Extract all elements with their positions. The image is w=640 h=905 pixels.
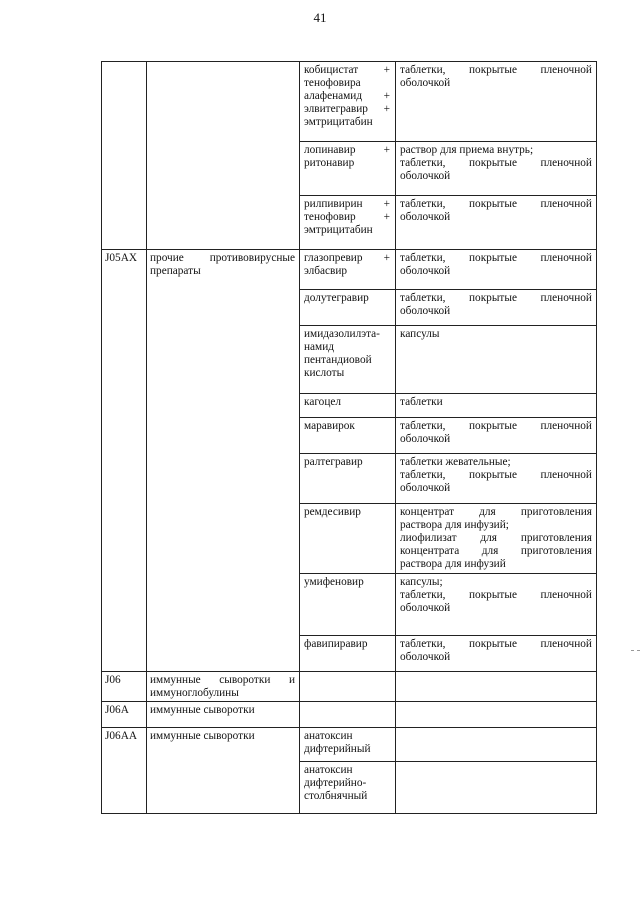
combination-plus: +: [383, 103, 390, 115]
dosage-form-line: [400, 469, 592, 482]
dosage-form-word: лиофилизат: [400, 532, 457, 544]
dosage-form-word: раствора для инфузий;: [400, 519, 509, 531]
drug-name: ритонавир: [304, 157, 355, 169]
atc-code-cell: [102, 728, 147, 814]
drug-name-line: [300, 64, 395, 77]
drug-name: эмтрицитабин: [304, 116, 373, 128]
drug-name: алафенамид: [304, 90, 363, 102]
dosage-form-word: оболочкой: [400, 170, 451, 182]
drug-name-line: [300, 367, 395, 380]
dosage-form-line: [400, 602, 592, 615]
dosage-form-word: капсулы;: [400, 576, 443, 588]
atc-code: J06A: [105, 704, 129, 716]
drug-name: элбасвир: [304, 265, 348, 277]
dosage-form-word: покрытые: [469, 198, 517, 210]
dosage-form-word: оболочкой: [400, 482, 451, 494]
dosage-form-word: пленочной: [540, 420, 592, 432]
margin-mark: [631, 650, 640, 652]
atc-code-cell: [102, 62, 147, 250]
drug-name-line: [300, 456, 395, 469]
dosage-form-word: оболочкой: [400, 77, 451, 89]
drug-name: намид: [304, 341, 335, 353]
dosage-form-word: покрытые: [469, 292, 517, 304]
drug-name: лопинавир: [304, 144, 356, 156]
drug-name-line: [300, 790, 395, 803]
dosage-form-word: покрытые: [469, 589, 517, 601]
drug-name-line: [300, 420, 395, 433]
dosage-form-cell: [396, 728, 597, 762]
dosage-form-word: таблетки: [400, 396, 443, 408]
dosage-form-word: концентрат: [400, 506, 455, 518]
drug-name-line: [300, 743, 395, 756]
atc-code-cell: [102, 672, 147, 702]
drug-name-line: [300, 116, 395, 129]
combination-plus: +: [383, 90, 390, 102]
dosage-form-line: [400, 170, 592, 183]
dosage-form-word: приготовления: [520, 545, 592, 557]
dosage-form-word: пленочной: [540, 198, 592, 210]
combination-plus: +: [383, 198, 390, 210]
dosage-form-word: покрытые: [469, 469, 517, 481]
dosage-form-cell: [396, 290, 597, 326]
anatomic-group: иммунные сыворотки: [150, 730, 255, 742]
dosage-form-line: [400, 519, 592, 532]
atc-code-cell: [102, 250, 147, 672]
dosage-form-line: [400, 157, 592, 170]
dosage-form-word: таблетки,: [400, 469, 446, 481]
page-number: 41: [313, 10, 327, 25]
dosage-form-word: таблетки,: [400, 198, 446, 210]
dosage-form-cell: [396, 672, 597, 702]
dosage-form-word: пленочной: [540, 589, 592, 601]
dosage-form-line: [400, 576, 592, 589]
dosage-form-cell: [396, 762, 597, 814]
drug-name: анатоксин: [304, 730, 353, 742]
drug-name-line: [300, 211, 395, 224]
drug-name: глазопревир: [304, 252, 363, 264]
anatomic-group-cell: [147, 62, 300, 250]
dosage-form-word: оболочкой: [400, 305, 451, 317]
dosage-form-word: для: [480, 532, 497, 544]
dosage-form-cell: [396, 142, 597, 196]
drug-name-cell: [300, 418, 396, 454]
anatomic-group: иммунные сыворотки и иммуноглобулины: [150, 674, 295, 699]
dosage-form-line: [400, 456, 592, 469]
drug-name: рилпивирин: [304, 198, 363, 210]
anatomic-group-cell: [147, 250, 300, 672]
drug-name: дифтерийный: [304, 743, 371, 755]
dosage-form-cell: [396, 454, 597, 504]
drug-name-cell: [300, 290, 396, 326]
dosage-form-word: оболочкой: [400, 602, 451, 614]
anatomic-group-cell: [147, 702, 300, 728]
dosage-form-line: [400, 589, 592, 602]
dosage-form-word: для: [481, 545, 499, 557]
dosage-form-line: [400, 265, 592, 278]
dosage-form-line: [400, 252, 592, 265]
atc-code: [102, 62, 146, 64]
drug-name: кагоцел: [304, 396, 342, 408]
drug-name-line: [300, 224, 395, 237]
table-row: [102, 728, 597, 762]
dosage-form-word: раствора для инфузий: [400, 558, 506, 570]
dosage-form-line: [400, 77, 592, 90]
combination-plus: +: [383, 64, 390, 76]
dosage-form-word: таблетки,: [400, 252, 446, 264]
dosage-form-word: капсулы: [400, 328, 440, 340]
drug-name-cell: [300, 394, 396, 418]
dosage-form-line: [400, 433, 592, 446]
drug-name-line: [300, 396, 395, 409]
medication-table: [101, 61, 597, 814]
dosage-form-cell: [396, 418, 597, 454]
atc-code: J06: [105, 674, 121, 686]
drug-name: тенофовир: [304, 211, 356, 223]
drug-name-line: [300, 764, 395, 777]
drug-name-line: [300, 730, 395, 743]
table-row: [102, 702, 597, 728]
drug-name-cell: [300, 142, 396, 196]
dosage-form-cell: [396, 62, 597, 142]
dosage-form-cell: [396, 574, 597, 636]
drug-name-cell: [300, 728, 396, 762]
dosage-form-line: [400, 638, 592, 651]
drug-name-line: [300, 292, 395, 305]
drug-name: маравирок: [304, 420, 355, 432]
anatomic-group: [147, 62, 299, 64]
drug-name-line: [300, 638, 395, 651]
drug-name-cell: [300, 326, 396, 394]
dosage-form-word: оболочкой: [400, 265, 451, 277]
dosage-form-word: таблетки,: [400, 292, 446, 304]
drug-name-cell: [300, 702, 396, 728]
dosage-form-word: приготовления: [520, 506, 592, 518]
dosage-form-word: приготовления: [520, 532, 592, 544]
dosage-form-word: оболочкой: [400, 433, 451, 445]
dosage-form-word: пленочной: [540, 64, 592, 76]
drug-name: долутегравир: [304, 292, 369, 304]
dosage-form-line: [400, 305, 592, 318]
drug-name: имидазолилэта-: [304, 328, 380, 340]
dosage-form-word: таблетки,: [400, 420, 446, 432]
drug-name: анатоксин: [304, 764, 353, 776]
drug-name: пентандиовой: [304, 354, 372, 366]
dosage-form-line: [400, 420, 592, 433]
drug-name-line: [300, 252, 395, 265]
drug-name-line: [300, 77, 395, 90]
drug-name: кислоты: [304, 367, 345, 379]
dosage-form-word: таблетки,: [400, 589, 446, 601]
dosage-form-word: покрытые: [469, 157, 517, 169]
dosage-form-line: [400, 482, 592, 495]
dosage-form-cell: [396, 326, 597, 394]
dosage-form-word: покрытые: [469, 638, 517, 650]
dosage-form-line: [400, 328, 592, 341]
dosage-form-cell: [396, 196, 597, 250]
table-row: [102, 672, 597, 702]
combination-plus: +: [383, 211, 390, 223]
drug-name-cell: [300, 672, 396, 702]
drug-name-line: [300, 354, 395, 367]
dosage-form-line: [400, 532, 592, 545]
drug-name: тенофовира: [304, 77, 361, 89]
drug-name-line: [300, 506, 395, 519]
dosage-form-word: таблетки,: [400, 638, 446, 650]
dosage-form-word: концентрата: [400, 545, 460, 557]
drug-name-cell: [300, 250, 396, 290]
drug-name-cell: [300, 762, 396, 814]
drug-name: фавипиравир: [304, 638, 368, 650]
dosage-form-word: оболочкой: [400, 651, 451, 663]
dosage-form-word: для: [479, 506, 496, 518]
drug-name: кобицистат: [304, 64, 359, 76]
dosage-form-cell: [396, 636, 597, 672]
table-row: [102, 62, 597, 142]
drug-name-line: [300, 103, 395, 116]
dosage-form-word: оболочкой: [400, 211, 451, 223]
dosage-form-line: [400, 198, 592, 211]
dosage-form-word: пленочной: [540, 638, 592, 650]
dosage-form-line: [400, 292, 592, 305]
atc-code: J05AX: [105, 252, 138, 264]
dosage-form-line: [400, 558, 592, 571]
dosage-form-word: пленочной: [540, 292, 592, 304]
dosage-form-word: таблетки,: [400, 64, 446, 76]
anatomic-group-cell: [147, 672, 300, 702]
drug-name-line: [300, 90, 395, 103]
table-row: [102, 250, 597, 290]
combination-plus: +: [383, 252, 390, 264]
drug-name: элвитегравир: [304, 103, 368, 115]
dosage-form-cell: [396, 504, 597, 574]
drug-name-cell: [300, 454, 396, 504]
dosage-form-word: пленочной: [540, 252, 592, 264]
drug-name-line: [300, 265, 395, 278]
drug-name: умифеновир: [304, 576, 364, 588]
drug-name-line: [300, 576, 395, 589]
dosage-form-line: [400, 396, 592, 409]
drug-name-line: [300, 157, 395, 170]
atc-code: J06AA: [105, 730, 138, 742]
drug-name: эмтрицитабин: [304, 224, 373, 236]
drug-name-cell: [300, 574, 396, 636]
dosage-form-word: покрытые: [469, 252, 517, 264]
drug-name-cell: [300, 504, 396, 574]
dosage-form-word: покрытые: [469, 420, 517, 432]
dosage-form-word: раствор для приема внутрь;: [400, 144, 534, 156]
drug-name-cell: [300, 196, 396, 250]
drug-name-line: [300, 777, 395, 790]
dosage-form-line: [400, 64, 592, 77]
drug-name-line: [300, 341, 395, 354]
anatomic-group: прочие противовирусные препараты: [150, 252, 295, 277]
dosage-form-cell: [396, 394, 597, 418]
anatomic-group-cell: [147, 728, 300, 814]
dosage-form-word: покрытые: [469, 64, 517, 76]
drug-name-line: [300, 328, 395, 341]
drug-name: ралтегравир: [304, 456, 363, 468]
drug-name-cell: [300, 636, 396, 672]
dosage-form-word: таблетки жевательные;: [400, 456, 511, 468]
dosage-form-line: [400, 651, 592, 664]
dosage-form-line: [400, 211, 592, 224]
dosage-form-word: таблетки,: [400, 157, 446, 169]
drug-name: столбнячный: [304, 790, 368, 802]
drug-name: дифтерийно-: [304, 777, 367, 789]
dosage-form-line: [400, 144, 592, 157]
anatomic-group: иммунные сыворотки: [150, 704, 255, 716]
atc-code-cell: [102, 702, 147, 728]
dosage-form-word: пленочной: [540, 469, 592, 481]
combination-plus: +: [383, 144, 390, 156]
dosage-form-line: [400, 545, 592, 558]
dosage-form-cell: [396, 250, 597, 290]
dosage-form-cell: [396, 702, 597, 728]
drug-name-cell: [300, 62, 396, 142]
dosage-form-line: [400, 506, 592, 519]
dosage-form-word: пленочной: [540, 157, 592, 169]
drug-name-line: [300, 144, 395, 157]
drug-name: ремдесивир: [304, 506, 361, 518]
drug-name-line: [300, 198, 395, 211]
